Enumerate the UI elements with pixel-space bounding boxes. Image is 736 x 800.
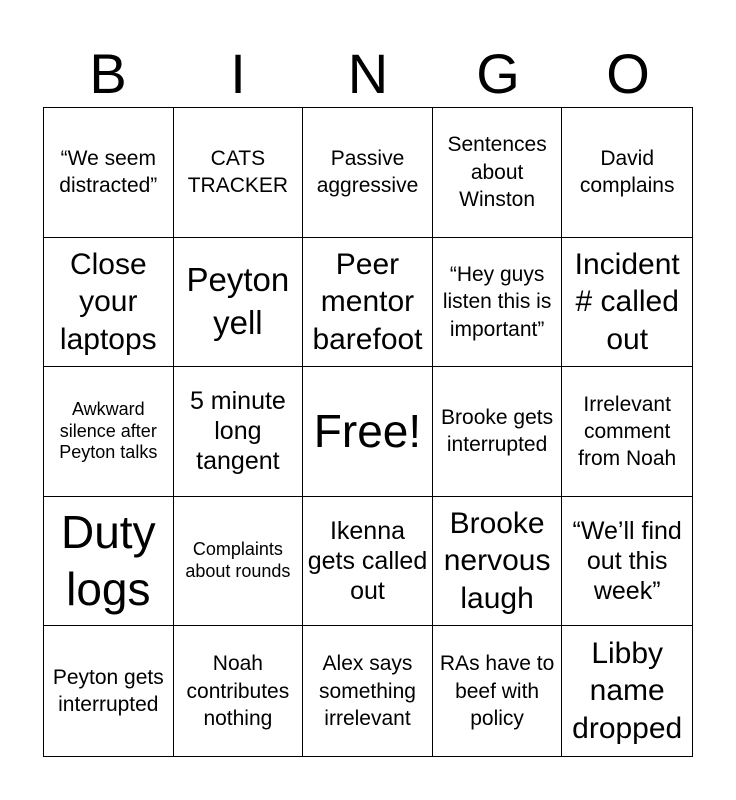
bingo-cell[interactable] xyxy=(174,108,304,238)
bingo-cell[interactable] xyxy=(433,497,563,627)
bingo-cell[interactable] xyxy=(562,626,692,756)
cell-text: Passive aggressive xyxy=(316,147,419,198)
bingo-cell[interactable] xyxy=(44,626,174,756)
header-letter-i: I xyxy=(230,42,246,105)
bingo-cell[interactable] xyxy=(44,238,174,368)
cell-text: “We seem distracted” xyxy=(59,147,158,198)
cell-text: 5 minute long tangent xyxy=(189,387,286,476)
cell-text: Ikenna gets called out xyxy=(307,517,428,606)
cell-text: Brooke nervous laugh xyxy=(443,506,551,615)
cell-text: Brooke gets interrupted xyxy=(441,406,554,457)
bingo-cell[interactable] xyxy=(44,108,174,238)
bingo-cell[interactable] xyxy=(433,626,563,756)
cell-text: Complaints about rounds xyxy=(185,539,291,582)
cell-text: David complains xyxy=(579,147,675,198)
cell-text: Peyton gets interrupted xyxy=(52,665,164,717)
bingo-cell[interactable] xyxy=(44,497,174,627)
bingo-cell[interactable] xyxy=(433,367,563,497)
bingo-cell[interactable] xyxy=(303,108,433,238)
bingo-cell[interactable] xyxy=(44,367,174,497)
cell-text: Peer mentor barefoot xyxy=(312,247,423,356)
bingo-cell[interactable] xyxy=(562,497,692,627)
header-letter-b: B xyxy=(89,42,127,105)
bingo-cell[interactable] xyxy=(174,497,304,627)
bingo-header xyxy=(43,40,693,108)
cell-text: Irrelevant comment from Noah xyxy=(578,392,677,471)
cell-text: Incident # called out xyxy=(574,247,680,356)
cell-text: “Hey guys listen this is important” xyxy=(442,262,552,341)
bingo-cell[interactable] xyxy=(562,238,692,368)
bingo-cell[interactable] xyxy=(303,367,433,497)
bingo-cell[interactable] xyxy=(174,626,304,756)
bingo-cell[interactable] xyxy=(433,238,563,368)
cell-text: Sentences about Winston xyxy=(447,133,547,211)
cell-text: Duty logs xyxy=(61,505,156,616)
cell-text: RAs have to beef with policy xyxy=(439,652,555,730)
bingo-cell[interactable] xyxy=(174,367,304,497)
cell-text: Close your laptops xyxy=(59,247,157,356)
cell-text: CATS TRACKER xyxy=(187,147,289,198)
bingo-cell[interactable] xyxy=(303,238,433,368)
bingo-cell[interactable] xyxy=(562,108,692,238)
bingo-cell[interactable] xyxy=(174,238,304,368)
cell-text: Alex says something irrelevant xyxy=(319,652,416,730)
cell-text: Libby name dropped xyxy=(572,636,683,745)
header-letter-g: G xyxy=(476,42,520,105)
cell-text: Noah contributes nothing xyxy=(186,652,290,730)
bingo-board xyxy=(43,107,693,757)
bingo-cell[interactable] xyxy=(303,626,433,756)
cell-text: Awkward silence after Peyton talks xyxy=(59,398,158,463)
cell-text: Peyton yell xyxy=(186,261,290,341)
header-letter-o: O xyxy=(606,42,650,105)
bingo-cell[interactable] xyxy=(562,367,692,497)
cell-text: “We’ll find out this week” xyxy=(572,517,682,606)
header-letter-n: N xyxy=(347,42,389,105)
bingo-cell[interactable] xyxy=(303,497,433,627)
bingo-cell[interactable] xyxy=(433,108,563,238)
cell-text: Free! xyxy=(313,405,422,458)
